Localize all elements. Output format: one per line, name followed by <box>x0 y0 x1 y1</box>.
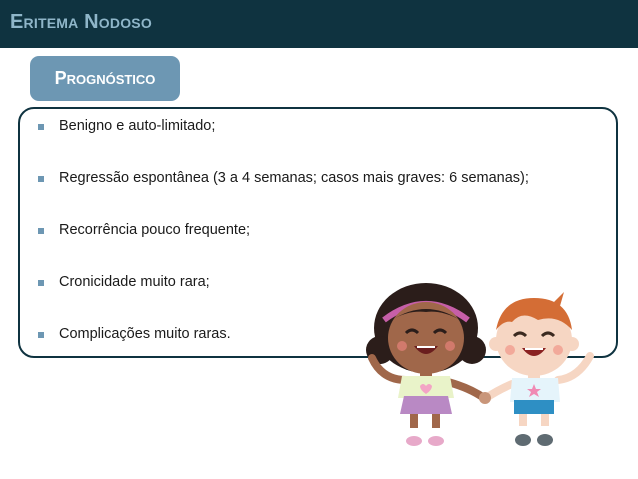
joined-hands <box>479 392 491 404</box>
square-bullet-icon <box>38 124 44 130</box>
children-holding-hands-illustration <box>362 280 602 455</box>
square-bullet-icon <box>38 176 44 182</box>
boy-figure <box>486 292 590 446</box>
bullet-text: Recorrência pouco frequente; <box>59 222 251 238</box>
section-label: Prognóstico <box>54 68 156 88</box>
square-bullet-icon <box>38 280 44 286</box>
bullet-text: Benigno e auto-limitado; <box>59 118 216 134</box>
square-bullet-icon <box>38 228 44 234</box>
section-tab <box>30 56 180 101</box>
bullet-text: Cronicidade muito rara; <box>59 274 210 290</box>
bullet-text: Regressão espontânea (3 a 4 semanas; casos mais graves: 6 semanas); <box>59 170 529 186</box>
bullet-text: Complicações muito raras. <box>59 326 231 342</box>
title-bar <box>0 0 638 48</box>
slide-title: Eritema Nodoso <box>10 11 152 33</box>
girl-figure <box>366 283 486 446</box>
square-bullet-icon <box>38 332 44 338</box>
